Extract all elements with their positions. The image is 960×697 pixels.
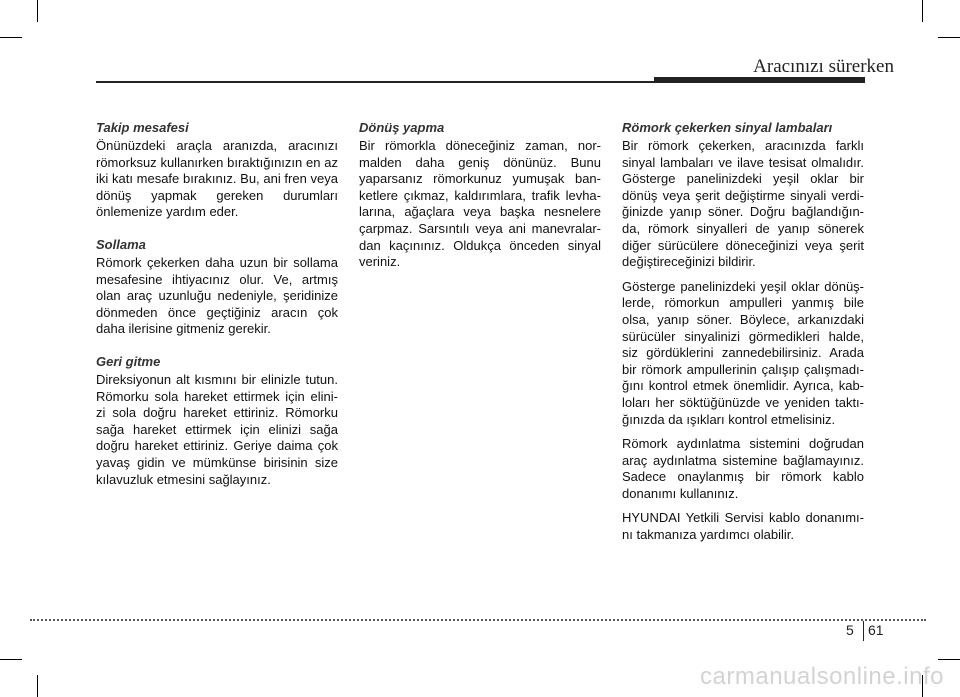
column-3 — [622, 120, 864, 552]
section-number: 5 — [846, 622, 854, 638]
crop-mark — [37, 0, 38, 22]
paragraph: Bir römorkla döneceğiniz zaman, nor- malden daha geniş dönünüz. Bunu yaparsanız römorkunuz yumuşak ban- ketlere çıkmaz, kaldırımlara, trafik levha- larına, ağaçlara veya başka nesnelere çarpmaz. Sarsıntılı veya ani manevralar- dan kaçınınız. Oldukça önceden sinyal veriniz. — [359, 138, 601, 270]
watermark: carmanualsonline.info — [700, 663, 944, 690]
heading-sinyal-lambalari: Römork çekerken sinyal lambaları — [622, 120, 833, 135]
header-rule — [96, 81, 865, 83]
paragraph: Römork aydınlatma sistemini doğrudan araç aydınlatma sistemine bağlamayınız. Sadece onaylanmış bir römork kablo donanımı kullanınız. — [622, 436, 864, 501]
crop-mark — [0, 659, 22, 660]
crop-mark — [922, 0, 923, 22]
paragraph: Römork çekerken daha uzun bir sollama mesafesine ihtiyacınız olur. Ve, artmış olan araç uzunluğu nedeniyle, şeridinize dönmeden önce geçtiğiniz aracın çok daha ilerisine gitmeniz gerekir. — [96, 254, 338, 337]
column-2 — [359, 120, 601, 279]
heading-donus-yapma: Dönüş yapma — [359, 120, 445, 135]
heading-takip-mesafesi: Takip mesafesi — [96, 120, 189, 135]
crop-mark — [938, 659, 960, 660]
section-title: Aracınızı sürerken — [753, 56, 894, 77]
page-number-value: 61 — [868, 622, 884, 638]
page-number-separator — [863, 621, 864, 641]
footer-dotted-rule — [30, 619, 926, 621]
paragraph: Önünüzdeki araçla aranızda, aracınızı römorksuz kullanırken bıraktığınızın en az iki katı mesafe bırakınız. Bu, ani fren veya dönüş yapmak gereken durumları önlemenize yardım eder. — [96, 138, 338, 220]
crop-mark — [0, 37, 22, 38]
paragraph: Bir römork çekerken, aracınızda farklı sinyal lambaları ve ilave tesisat olmalıdır. Gösterge panelinizdeki yeşil oklar bir dönüş veya şerit değiştirme sinyali verdi- ğinizde yanıp söner. Doğru bağlandığın- da, römork sinyalleri de yanıp sönerek diğer sürücülere döneceğinizi veya şerit değiştireceğinizi bildirir. — [622, 138, 864, 270]
heading-sollama: Sollama — [96, 236, 146, 252]
column-1 — [96, 120, 338, 496]
paragraph: HYUNDAI Yetkili Servisi kablo donanımı- nı takmanıza yardımcı olabilir. — [622, 510, 864, 543]
paragraph: Direksiyonun alt kısmını bir elinizle tutun. Römorku sola hareket ettirmek için elini- zi sola doğru hareket ettiriniz. Römorku sağa hareket ettirmek için elinizi sağa doğru hareket ettiriniz. Geriye daima çok yavaş gidin ve mümkünse birisinin size kılavuzluk etmesini sağlayınız. — [96, 371, 338, 487]
heading-geri-gitme: Geri gitme — [96, 353, 161, 369]
crop-mark — [37, 675, 38, 697]
paragraph: Gösterge panelinizdeki yeşil oklar dönüş- lerde, römorkun ampulleri yanmış bile olsa, yanıp söner. Böylece, arkanızdaki sürücüler sinyalinizi görmedikleri halde, siz gördüklerini zannedebilirsiniz. Arada bir römork ampullerinin çalışıp çalışmadı- ğını kontrol etmek önemlidir. Ayrıca, kab- loları her söktüğünüzde ve yeniden taktı- ğınızda da ışıkları kontrol etmelisiniz. — [622, 278, 864, 427]
crop-mark — [938, 37, 960, 38]
